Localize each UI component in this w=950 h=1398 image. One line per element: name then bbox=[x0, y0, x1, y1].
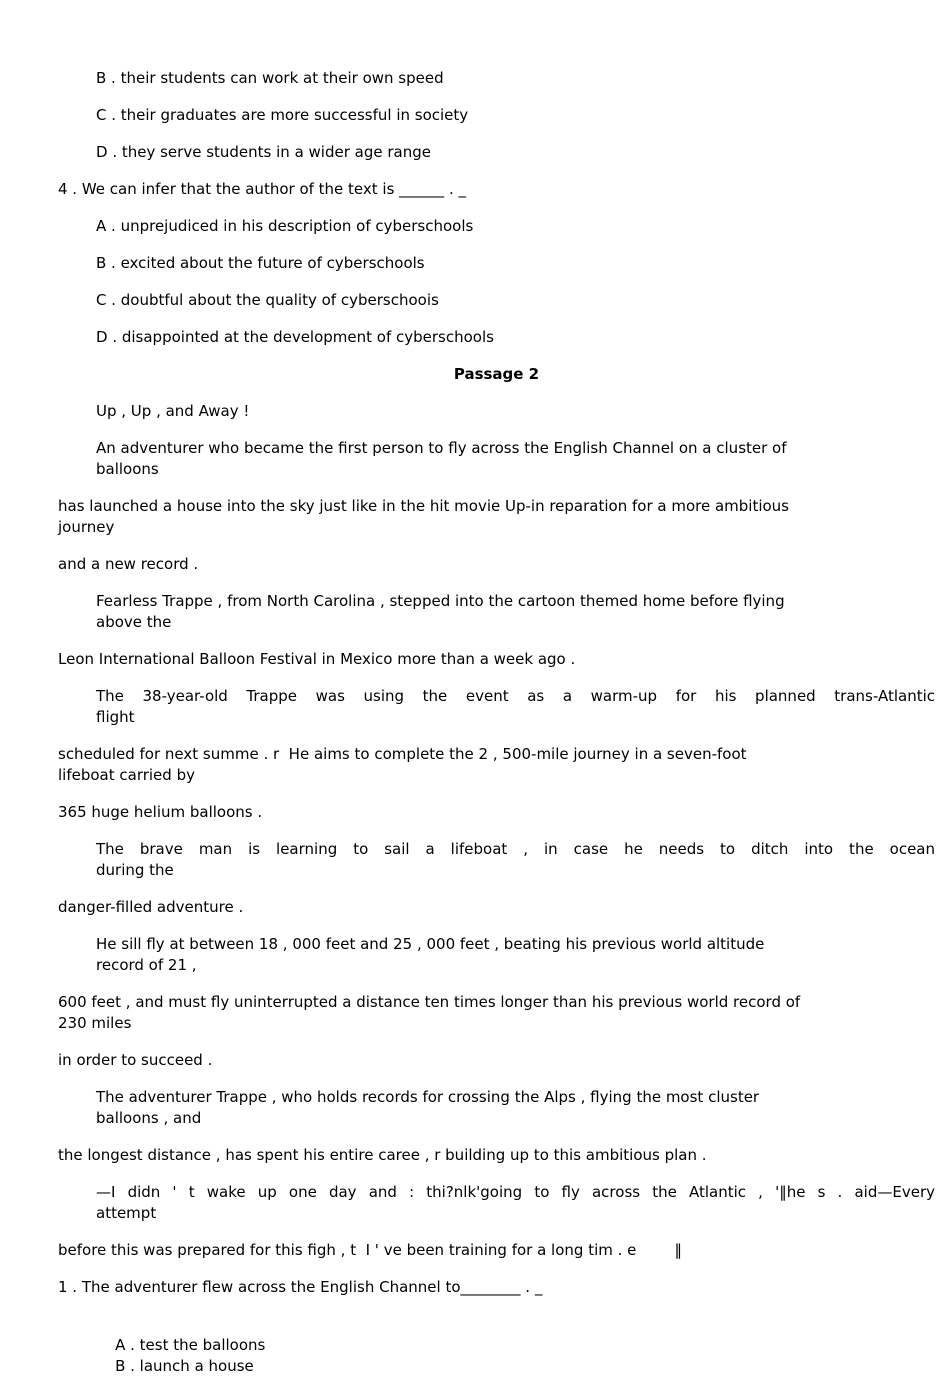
passage-title: Up , Up , and Away ! bbox=[96, 402, 250, 420]
passage-text-line: balloons , and bbox=[96, 1109, 202, 1127]
passage-text-line: —I didn ' t wake up one day and : thi?nlk'going to fly across the Atlantic , '‖he s . aid—Every bbox=[96, 1183, 935, 1201]
passage-text-line: The 38-year-old Trappe was using the event as a warm-up for his planned trans-Atlantic bbox=[96, 687, 935, 705]
passage-text-line: An adventurer who became the first person to fly across the English Channel on a cluster of bbox=[96, 439, 787, 457]
passage-text-line: He sill fly at between 18 , 000 feet and 25 , 000 feet , beating his previous world altitude bbox=[96, 935, 765, 953]
passage-text-line: Leon International Balloon Festival in Mexico more than a week ago . bbox=[58, 650, 576, 668]
question-1-stem: 1 . The adventurer flew across the English Channel to________ . _ bbox=[58, 1278, 543, 1296]
passage-text-line: has launched a house into the sky just like in the hit movie Up-in reparation for a more ambitious bbox=[58, 497, 790, 515]
question-option: C . doubtful about the quality of cyberschoois bbox=[96, 291, 439, 309]
passage-text-line: during the bbox=[96, 861, 174, 879]
passage-text-line: journey bbox=[58, 518, 115, 536]
question-option: B . launch a house bbox=[115, 1357, 254, 1375]
question-1-options-row bbox=[58, 1314, 935, 1398]
question-option: A . unprejudiced in his description of cyberschools bbox=[96, 217, 474, 235]
passage-text-line: before this was prepared for this figh , t I ' ve been training for a long tim . e ‖ bbox=[58, 1241, 683, 1259]
question-option: B . their students can work at their own speed bbox=[96, 69, 444, 87]
passage-text-line: above the bbox=[96, 613, 172, 631]
question-option: B . excited about the future of cyberschools bbox=[96, 254, 425, 272]
passage-text-line: scheduled for next summe . r He aims to complete the 2 , 500-mile journey in a seven-foot bbox=[58, 745, 747, 763]
passage-text-line: attempt bbox=[96, 1204, 157, 1222]
question-option: C . their graduates are more successful in society bbox=[96, 106, 469, 124]
passage-text-line: in order to succeed . bbox=[58, 1051, 213, 1069]
passage-text-line: and a new record . bbox=[58, 555, 199, 573]
question-option: A . test the balloons bbox=[115, 1336, 266, 1354]
passage-text-line: 600 feet , and must fly uninterrupted a distance ten times longer than his previous world record of bbox=[58, 993, 801, 1011]
passage-text-line: Fearless Trappe , from North Carolina , stepped into the cartoon themed home before flying bbox=[96, 592, 785, 610]
passage-text-line: 230 miles bbox=[58, 1014, 132, 1032]
passage-text-line: record of 21 , bbox=[96, 956, 197, 974]
passage-text-line: The adventurer Trappe , who holds records for crossing the Alps , flying the most cluster bbox=[96, 1088, 760, 1106]
passage-text-line: balloons bbox=[96, 460, 159, 478]
question-option: D . they serve students in a wider age range bbox=[96, 143, 431, 161]
question-4-stem: 4 . We can infer that the author of the text is ______ . _ bbox=[58, 180, 466, 198]
passage-text-line: The brave man is learning to sail a lifeboat , in case he needs to ditch into the ocean bbox=[96, 840, 935, 858]
question-option: D . disappointed at the development of cyberschools bbox=[96, 328, 494, 346]
passage-text-line: danger-filled adventure . bbox=[58, 898, 244, 916]
passage-text-line: lifeboat carried by bbox=[58, 766, 195, 784]
passage-text-line: 365 huge helium balloons . bbox=[58, 803, 263, 821]
passage-text-line: flight bbox=[96, 708, 135, 726]
passage-text-line: the longest distance , has spent his entire caree , r building up to this ambitious plan . bbox=[58, 1146, 707, 1164]
passage-2-heading: Passage 2 bbox=[453, 365, 540, 383]
